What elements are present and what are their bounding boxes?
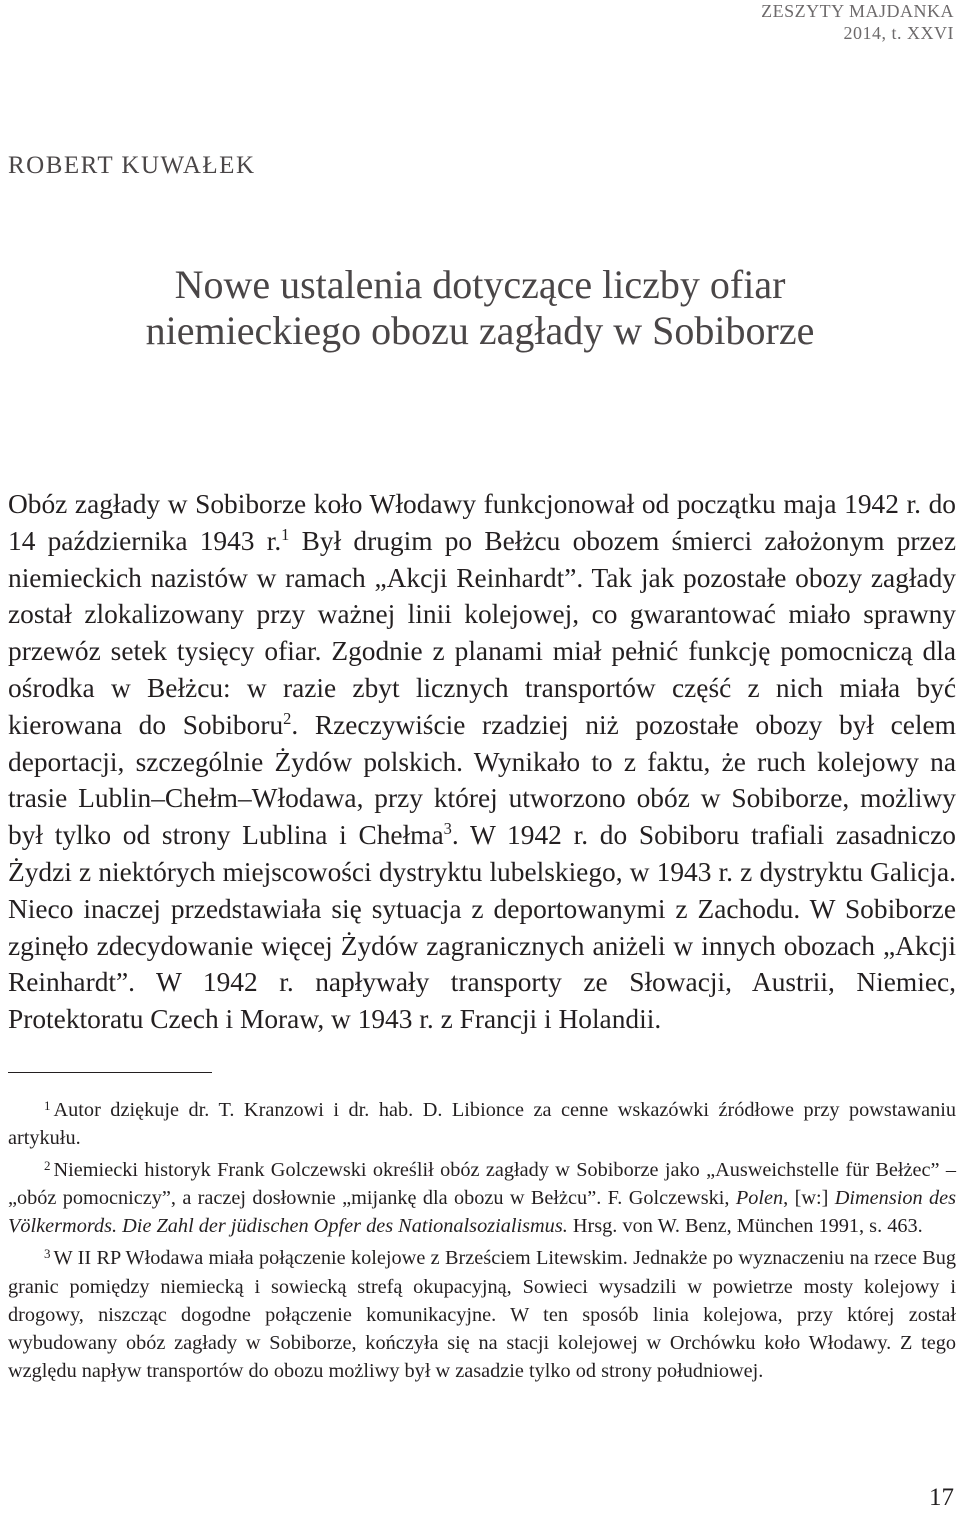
footnote-ref-2[interactable]: 2 <box>283 708 292 728</box>
footnote-text: W II RP Włodawa miała połączenie kolejowe z Brześciem Litewskim. Jednakże po wyznaczeniu na rzece Bug granic pomiędzy niemiecką i sowiecką strefą okupacyjną, Sowieci wysadzili w powietrze mosty kolejowy i drogowy, niszcząc dogodne połączenie komunikacyjne. W ten sposób linia kolejowa, przy której został wybudowany obóz zagłady w Sobiborze, kończyła się na stacji kolejowej w Orchówku koło Włodawy. Z tego względu napływ transportów do obozu możliwy był w zasadzie tylko od strony południowej. <box>8 1247 956 1382</box>
body-text-2: Był drugim po Bełżcu obozem śmierci założonym przez niemieckich nazistów w ramach „Akcji Reinhardt”. Tak jak pozostałe obozy zagłady został zlokalizowany przy ważnej linii kolejowej, co gwarantować miało sprawny przewóz setek tysięcy ofiar. Zgodnie z planami miał pełnić funkcję pomocniczą dla ośrodka w Bełżcu: w razie zbyt licznych transportów część z nich miała być kierowana do Sobiboru <box>8 525 956 740</box>
body-text-1: Obóz zagłady w Sobiborze koło Włodawy funkcjonował od początku maja 1942 r. do 14 października 1943 r. <box>8 489 956 556</box>
footnote-ref-3[interactable]: 3 <box>443 819 452 839</box>
footnote-italic-title: Dimension des Völkermords. Die Zahl der jüdischen Opfer des Nationalsozialismus. <box>8 1187 957 1238</box>
title-line-1: Nowe ustalenia dotyczące liczby ofiar <box>174 262 786 307</box>
footnotes <box>8 1092 956 1385</box>
footnote-3 <box>8 1240 956 1384</box>
journal-volume: 2014, t. XXVI <box>843 23 954 43</box>
running-header <box>761 0 954 44</box>
footnote-1 <box>8 1092 956 1152</box>
article-title <box>0 262 960 354</box>
footnote-number: 1 <box>44 1098 51 1113</box>
footnote-divider <box>8 1072 212 1073</box>
footnote-2 <box>8 1152 956 1240</box>
body-text-3: . Rzeczywiście rzadziej niż pozostałe obozy był celem deportacji, szczególnie Żydów polskich. Wynikało to z faktu, że ruch kolejowy na trasie Lublin–Chełm–Włodawa, przy której utworzono obóz w Sobiborze, możliwy był tylko od strony Lublina i Chełma <box>8 709 956 851</box>
title-line-2: niemieckiego obozu zagłady w Sobiborze <box>145 308 815 353</box>
author-name: ROBERT KUWAŁEK <box>8 152 256 179</box>
footnote-number: 3 <box>44 1246 51 1262</box>
journal-name: ZESZYTY MAJDANKA <box>761 1 954 21</box>
body-paragraph <box>8 486 956 1038</box>
body-text-4: . W 1942 r. do Sobiboru trafiali zasadniczo Żydzi z niektórych miejscowości dystryktu lubelskiego, w 1943 r. z dystryktu Galicja. Nieco inaczej przedstawiała się sytuacja z deportowanymi z Zachodu. W Sobiborze zginęło zdecydowanie więcej Żydów zagranicznych aniżeli w innych obozach „Akcji Reinhardt”. W 1942 r. napływały transporty ze Słowacji, Austrii, Niemiec, Protektoratu Czech i Moraw, w 1943 r. z Francji i Holandii. <box>8 820 956 1035</box>
footnote-text: Niemiecki historyk Frank Golczewski określił obóz zagłady w Sobiborze jako „Ausweichstelle für Bełżec” – „obóz pomocniczy”, a raczej dosłownie „mijankę dla obozu w Bełżcu”. F. Golczewski, <box>8 1159 956 1210</box>
footnote-italic-title: Polen <box>735 1187 784 1210</box>
page-number: 17 <box>929 1484 954 1511</box>
footnote-text: Autor dziękuje dr. T. Kranzowi i dr. hab. D. Libionce za cenne wskazówki źródłowe przy powstawaniu artykułu. <box>8 1099 956 1150</box>
footnote-text: Hrsg. von W. Benz, München 1991, s. 463. <box>567 1215 923 1238</box>
footnote-ref-1[interactable]: 1 <box>281 524 290 544</box>
footnote-number: 2 <box>44 1158 51 1174</box>
footnote-text: , [w:] <box>783 1187 835 1210</box>
